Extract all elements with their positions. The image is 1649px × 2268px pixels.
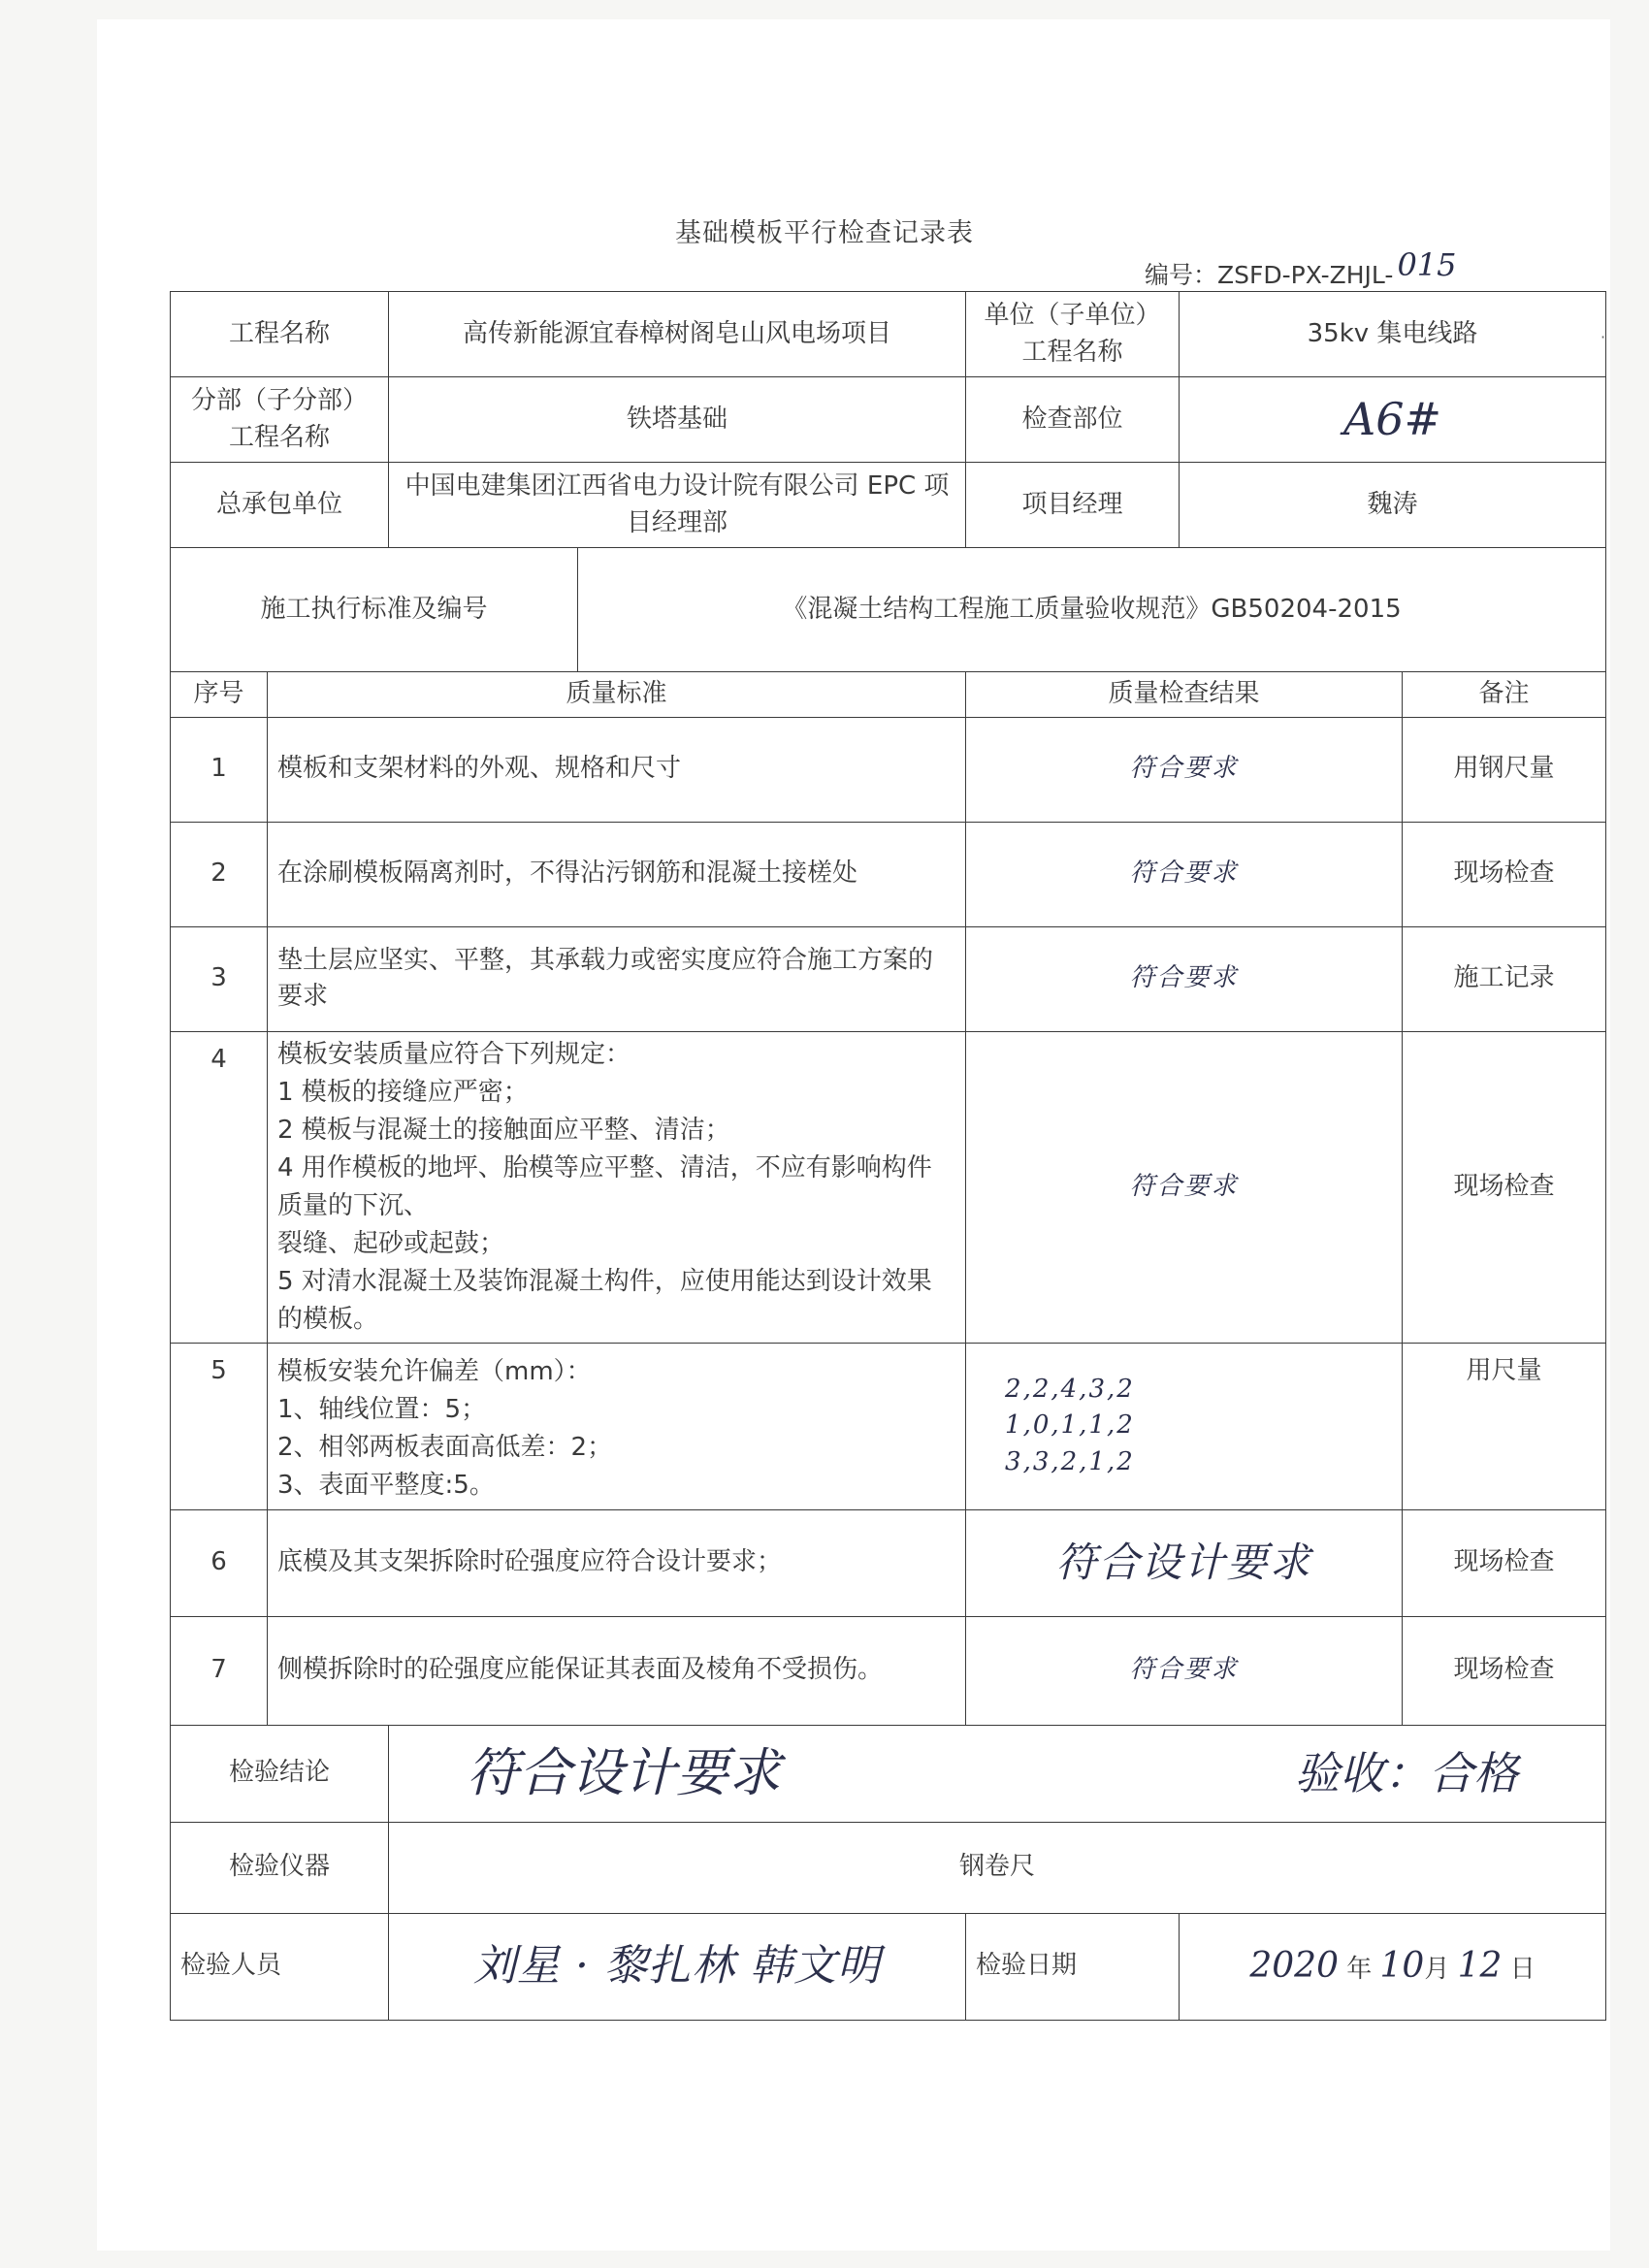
deviation-axis: 2,2,4,3,2 bbox=[1005, 1374, 1135, 1404]
table-row bbox=[171, 717, 1606, 822]
project-value: 高传新能源宜春樟树阁皂山风电场项目 bbox=[389, 292, 966, 377]
date-year-unit: 年 bbox=[1346, 1955, 1373, 1985]
manager-value: 魏涛 bbox=[1180, 463, 1606, 548]
inspector-label: 检验人员 bbox=[171, 1913, 389, 2020]
check-result: 符合要求 bbox=[966, 822, 1403, 926]
date-day-unit: 日 bbox=[1509, 1955, 1536, 1985]
standard-text: 5 对清水混凝土及装饰混凝土构件，应使用能达到设计效果的模板。 bbox=[277, 1266, 932, 1334]
deviation-flatness: 3,3,2,1,2 bbox=[1005, 1447, 1135, 1477]
standard-text: 垫土层应坚实、平整，其承载力或密实度应符合施工方案的要求 bbox=[277, 945, 934, 1012]
inspector-row bbox=[171, 1913, 1606, 2020]
acceptance-value: 验收：合格 bbox=[1295, 1746, 1519, 1799]
row-number: 6 bbox=[171, 1509, 268, 1616]
standard-text: 底模及其支架拆除时砼强度应符合设计要求； bbox=[277, 1547, 783, 1577]
inspection-date bbox=[1180, 1913, 1606, 2020]
standard-value: 《混凝土结构工程施工质量验收规范》GB50204-2015 bbox=[578, 548, 1606, 672]
form-code-label: 编号：ZSFD-PX-ZHJL- bbox=[1145, 261, 1394, 289]
row-note: 用钢尺量 bbox=[1403, 717, 1606, 822]
header-row-project bbox=[171, 292, 1606, 377]
form-code bbox=[1145, 246, 1457, 291]
standard-text: 模板和支架材料的外观、规格和尺寸 bbox=[277, 754, 682, 784]
standard-text: 裂缝、起砂或起鼓； bbox=[277, 1228, 505, 1258]
standard-text: 4 用作模板的地坪、胎模等应平整、清洁，不应有影响构件质量的下沉、 bbox=[277, 1152, 932, 1220]
row-number: 7 bbox=[171, 1616, 268, 1725]
date-month-unit: 月 bbox=[1424, 1955, 1450, 1985]
instrument-label: 检验仪器 bbox=[171, 1822, 389, 1913]
standard-text: 模板安装质量应符合下列规定： bbox=[277, 1039, 631, 1069]
standard-text: 3、表面平整度:5。 bbox=[277, 1470, 495, 1500]
standard-text: 1 模板的接缝应严密； bbox=[277, 1077, 529, 1107]
conclusion-value: 符合设计要求 bbox=[467, 1742, 782, 1804]
form-code-handwritten: 015 bbox=[1397, 246, 1457, 283]
row-number: 1 bbox=[171, 717, 268, 822]
row-note: 用尺量 bbox=[1403, 1343, 1606, 1509]
col-header-result: 质量检查结果 bbox=[966, 672, 1403, 718]
check-result: 符合要求 bbox=[966, 926, 1403, 1031]
header-row-contractor bbox=[171, 463, 1606, 548]
sub-value: 铁塔基础 bbox=[389, 377, 966, 463]
row-number: 3 bbox=[171, 926, 268, 1031]
check-result: 符合要求 bbox=[966, 717, 1403, 822]
row-number: 2 bbox=[171, 822, 268, 926]
row-number: 4 bbox=[171, 1031, 268, 1343]
date-year: 2020 bbox=[1249, 1946, 1339, 1987]
col-header-no: 序号 bbox=[171, 672, 268, 718]
check-result: 符合要求 bbox=[966, 1031, 1403, 1343]
table-row bbox=[171, 1509, 1606, 1616]
standard-text: 侧模拆除时的砼强度应能保证其表面及棱角不受损伤。 bbox=[277, 1655, 884, 1685]
project-label: 工程名称 bbox=[171, 292, 389, 377]
conclusion-row bbox=[171, 1725, 1606, 1822]
date-day: 12 bbox=[1457, 1946, 1503, 1987]
table-row bbox=[171, 1031, 1606, 1343]
form-title: 基础模板平行检查记录表 bbox=[675, 218, 974, 248]
standard-text: 2、相邻两板表面高低差：2； bbox=[277, 1432, 613, 1462]
header-row-subproject bbox=[171, 377, 1606, 463]
deviation-height-diff: 1,0,1,1,2 bbox=[1005, 1410, 1135, 1441]
row-number: 5 bbox=[171, 1343, 268, 1509]
standard-text: 在涂刷模板隔离剂时，不得沾污钢筋和混凝土接槎处 bbox=[277, 859, 858, 889]
instrument-row bbox=[171, 1822, 1606, 1913]
column-header-row bbox=[171, 672, 1606, 718]
inspection-form-table bbox=[170, 291, 1606, 2021]
row-note: 现场检查 bbox=[1403, 1031, 1606, 1343]
table-row bbox=[171, 1616, 1606, 1725]
standard-text: 1、轴线位置：5； bbox=[277, 1394, 487, 1424]
row-note: 现场检查 bbox=[1403, 1509, 1606, 1616]
header-row-standard bbox=[171, 548, 1606, 672]
sub-label: 分部（子分部）工程名称 bbox=[171, 377, 389, 463]
contractor-label: 总承包单位 bbox=[171, 463, 389, 548]
row-note: 施工记录 bbox=[1403, 926, 1606, 1031]
row-note: 现场检查 bbox=[1403, 1616, 1606, 1725]
manager-label: 项目经理 bbox=[966, 463, 1180, 548]
col-header-note: 备注 bbox=[1403, 672, 1606, 718]
contractor-value: 中国电建集团江西省电力设计院有限公司 EPC 项目经理部 bbox=[389, 463, 966, 548]
conclusion-content bbox=[399, 1735, 1596, 1811]
unit-value: 35kv 集电线路 bbox=[1180, 292, 1606, 377]
conclusion-label: 检验结论 bbox=[171, 1725, 389, 1822]
date-label: 检验日期 bbox=[966, 1913, 1180, 2020]
scan-mark: · bbox=[1600, 328, 1606, 346]
date-month: 10 bbox=[1379, 1946, 1425, 1987]
inspector-signatures: 刘星 · 黎扎林 韩文明 bbox=[473, 1941, 881, 1992]
instrument-value: 钢卷尺 bbox=[389, 1822, 1606, 1913]
unit-label: 单位（子单位）工程名称 bbox=[966, 292, 1180, 377]
table-row bbox=[171, 822, 1606, 926]
inspect-part-value: A6# bbox=[1343, 393, 1442, 446]
standard-text: 2 模板与混凝土的接触面应平整、清洁； bbox=[277, 1115, 730, 1145]
inspect-part-label: 检查部位 bbox=[966, 377, 1180, 463]
table-row bbox=[171, 926, 1606, 1031]
col-header-standard: 质量标准 bbox=[268, 672, 966, 718]
check-result: 符合要求 bbox=[966, 1616, 1403, 1725]
standard-label: 施工执行标准及编号 bbox=[171, 548, 578, 672]
table-row bbox=[171, 1343, 1606, 1509]
standard-text: 模板安装允许偏差（mm）： bbox=[277, 1356, 592, 1386]
check-result: 符合设计要求 bbox=[966, 1509, 1403, 1616]
row-note: 现场检查 bbox=[1403, 822, 1606, 926]
